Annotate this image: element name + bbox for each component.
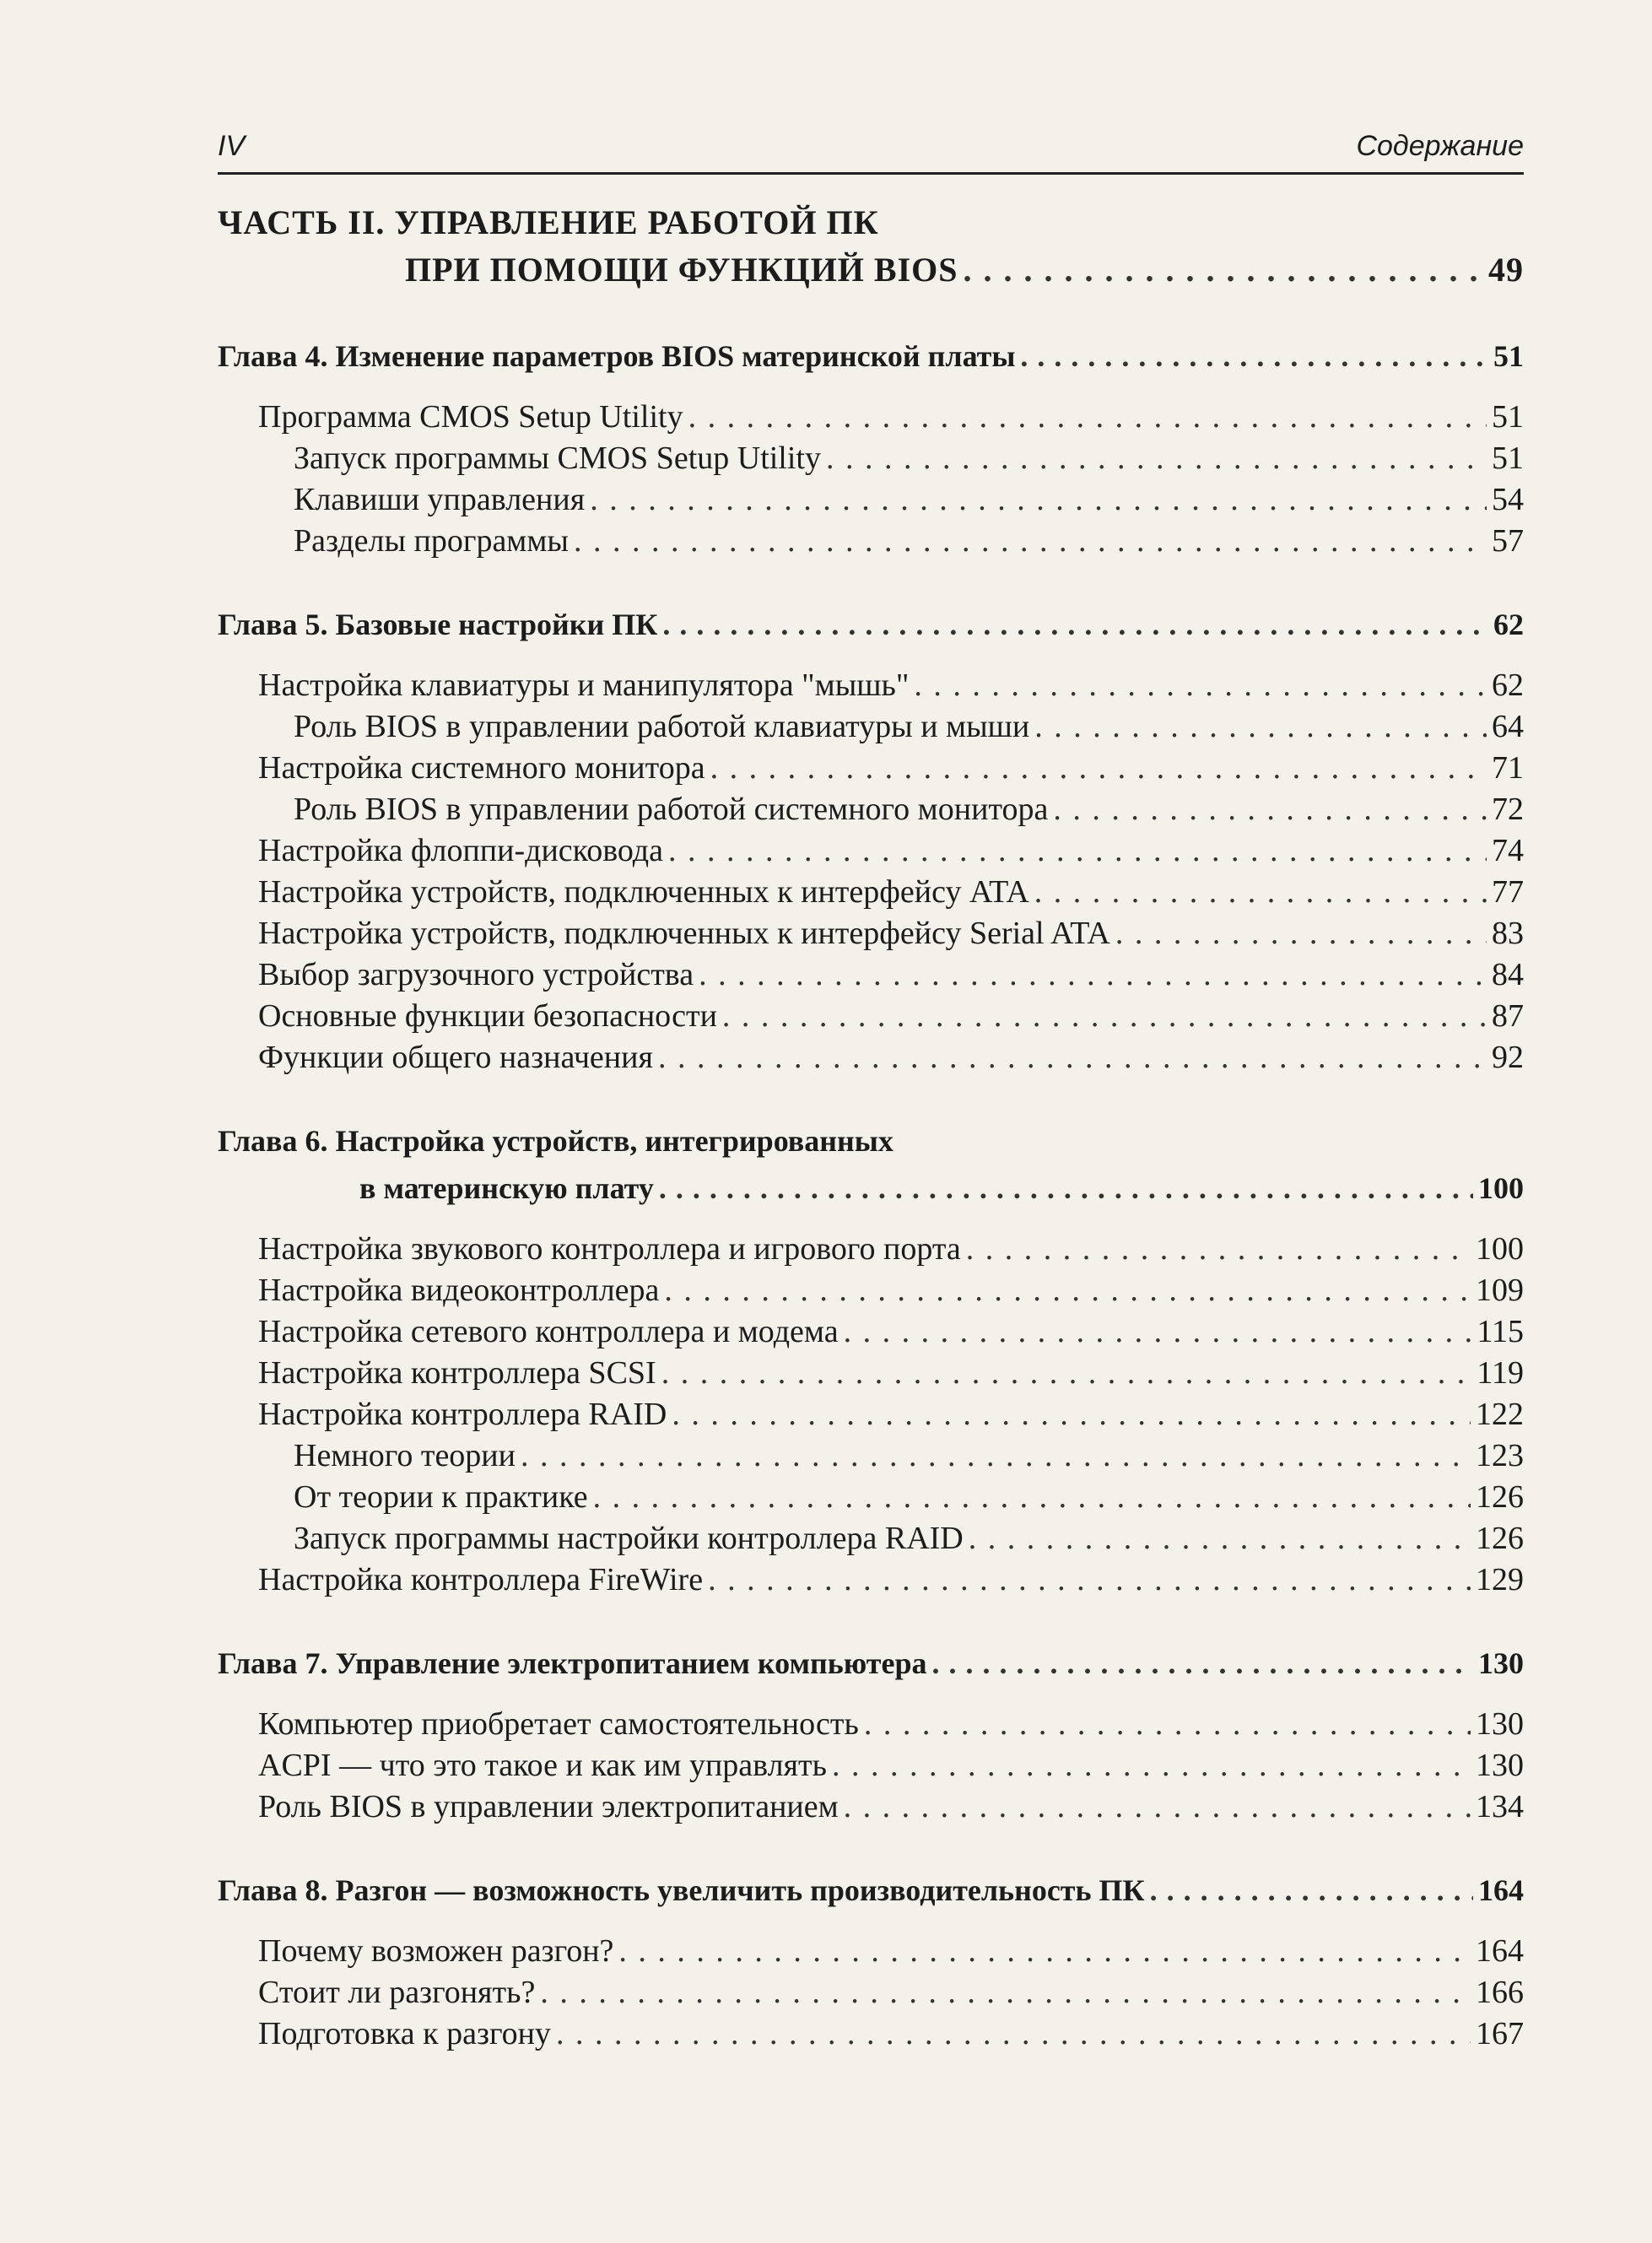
dot-leader (521, 1435, 1471, 1477)
dot-leader (710, 748, 1487, 789)
dot-leader (672, 1394, 1471, 1435)
toc-entry: Настройка клавиатуры и манипулятора "мышь" . . . 62 (218, 665, 1524, 706)
page-number: 130 (1476, 1748, 1524, 1783)
dot-leader (662, 601, 1488, 648)
toc-entry: Настройка системного монитора . . . 71 (218, 748, 1524, 789)
page-number: 57 (1492, 523, 1524, 559)
page-number: 109 (1476, 1273, 1524, 1308)
dot-leader (969, 1518, 1471, 1559)
dot-leader (844, 1311, 1472, 1353)
page-number: 164 (1476, 1933, 1524, 1969)
toc-entry: Настройка звукового контроллера и игрового порта . . . 100 (218, 1229, 1524, 1270)
toc-entry: Настройка контроллера SCSI . . . 119 (218, 1353, 1524, 1394)
page-number: 83 (1492, 916, 1524, 951)
dot-leader (574, 521, 1487, 562)
toc-subentry: Клавиши управления . . . 54 (218, 479, 1524, 521)
toc-entry: Настройка флоппи-дисковода . . . 74 (218, 830, 1524, 872)
toc-entry: Настройка устройств, подключенных к интерфейсу Serial ATA . . . 83 (218, 913, 1524, 954)
page-number: 77 (1492, 874, 1524, 910)
dot-leader (1034, 872, 1487, 913)
page-number: 54 (1492, 482, 1524, 517)
page-folio: IV (218, 130, 246, 162)
page-number: 167 (1476, 2016, 1524, 2051)
page-number: 100 (1476, 1231, 1524, 1267)
toc-entry: Программа CMOS Setup Utility . . . 51 (218, 397, 1524, 438)
running-title: Содержание (1356, 130, 1524, 162)
page-number: 62 (1493, 608, 1524, 641)
dot-leader (1053, 789, 1487, 830)
toc-subentry: Немного теории . . . 123 (218, 1435, 1524, 1477)
toc-entry: Стоит ли разгонять? . . . 166 (218, 1972, 1524, 2013)
dot-leader (864, 1704, 1471, 1745)
dot-leader (832, 1745, 1471, 1786)
table-of-contents (218, 199, 1524, 2055)
dot-leader (661, 1353, 1472, 1394)
toc-subentry: От теории к практике . . . 126 (218, 1477, 1524, 1518)
page-number: 72 (1492, 792, 1524, 827)
dot-leader (966, 1229, 1471, 1270)
dot-leader (658, 1037, 1487, 1078)
part-heading (218, 246, 1524, 294)
dot-leader (668, 830, 1487, 872)
toc-entry: Настройка видеоконтроллера . . . 109 (218, 1270, 1524, 1311)
page-number: 130 (1478, 1646, 1524, 1680)
dot-leader (1020, 332, 1488, 380)
dot-leader (1150, 1867, 1473, 1914)
toc-entry: Подготовка к разгону . . . 167 (218, 2013, 1524, 2055)
chapter-heading: Глава 5. Базовые настройки ПК . . . 62 (218, 601, 1524, 648)
toc-entry: Настройка сетевого контроллера и модема . . . 115 (218, 1311, 1524, 1353)
dot-leader (556, 2013, 1471, 2055)
page-number: 100 (1478, 1171, 1524, 1205)
dot-leader (708, 1559, 1471, 1601)
chapter-heading: в материнскую плату . . . 100 (218, 1165, 1524, 1212)
page-number: 64 (1492, 709, 1524, 744)
dot-leader (722, 996, 1487, 1037)
toc-entry: Почему возможен разгон? . . . 164 (218, 1931, 1524, 1972)
part-heading-line1: ЧАСТЬ II. УПРАВЛЕНИЕ РАБОТОЙ ПК (218, 203, 879, 241)
dot-leader (931, 1640, 1473, 1687)
dot-leader (964, 246, 1483, 294)
page-number: 74 (1492, 833, 1524, 868)
toc-entry: Основные функции безопасности . . . 87 (218, 996, 1524, 1037)
page-number: 164 (1478, 1873, 1524, 1907)
toc-entry: Настройка контроллера FireWire . . . 129 (218, 1559, 1524, 1601)
chapter-heading: Глава 8. Разгон — возможность увеличить производительность ПК . . . 164 (218, 1867, 1524, 1914)
toc-entry: Функции общего назначения . . . 92 (218, 1037, 1524, 1078)
dot-leader (664, 1270, 1471, 1311)
page-number: 166 (1476, 1975, 1524, 2010)
chapter-heading: Глава 4. Изменение параметров BIOS материнской платы . . . 51 (218, 332, 1524, 380)
page-number: 87 (1492, 998, 1524, 1034)
chapter-heading-line1: Глава 6. Настройка устройств, интегрированных (218, 1124, 893, 1158)
dot-leader (1115, 913, 1487, 954)
dot-leader (659, 1165, 1473, 1212)
page-number: 51 (1492, 399, 1524, 435)
dot-leader (618, 1931, 1471, 1972)
page-number: 115 (1477, 1314, 1524, 1349)
toc-entry: ACPI — что это такое и как им управлять . . . 130 (218, 1745, 1524, 1786)
page-number: 92 (1492, 1040, 1524, 1075)
page-number: 130 (1476, 1706, 1524, 1742)
dot-leader (699, 954, 1487, 996)
toc-subentry: Роль BIOS в управлении работой клавиатуры и мыши . . . 64 (218, 706, 1524, 748)
dot-leader (1034, 706, 1487, 748)
dot-leader (844, 1786, 1471, 1828)
page-number: 84 (1492, 957, 1524, 992)
toc-subentry: Роль BIOS в управлении работой системного монитора . . . 72 (218, 789, 1524, 830)
dot-leader (914, 665, 1487, 706)
page-number: 134 (1476, 1789, 1524, 1824)
dot-leader (590, 479, 1487, 521)
page-number: 129 (1476, 1562, 1524, 1597)
running-head (218, 125, 1524, 175)
page-number: 122 (1476, 1397, 1524, 1432)
page-number: 49 (1488, 251, 1524, 289)
dot-leader (593, 1477, 1471, 1518)
page-number: 123 (1476, 1438, 1524, 1473)
page-number: 126 (1476, 1479, 1524, 1515)
page-number: 126 (1476, 1521, 1524, 1556)
part-title-line2: ПРИ ПОМОЩИ ФУНКЦИЙ BIOS (405, 251, 958, 289)
dot-leader (826, 438, 1487, 479)
toc-entry: Компьютер приобретает самостоятельность . . . 130 (218, 1704, 1524, 1745)
dot-leader (540, 1972, 1471, 2013)
page-number: 62 (1492, 667, 1524, 703)
toc-entry: Выбор загрузочного устройства . . . 84 (218, 954, 1524, 996)
toc-subentry: Запуск программы CMOS Setup Utility . . . 51 (218, 438, 1524, 479)
page-number: 51 (1492, 440, 1524, 476)
toc-subentry: Запуск программы настройки контроллера RAID . . . 126 (218, 1518, 1524, 1559)
page-number: 119 (1477, 1355, 1524, 1391)
page-number: 51 (1493, 339, 1524, 373)
toc-entry: Настройка устройств, подключенных к интерфейсу ATA . . . 77 (218, 872, 1524, 913)
toc-entry: Настройка контроллера RAID . . . 122 (218, 1394, 1524, 1435)
page-number: 71 (1492, 750, 1524, 786)
dot-leader (688, 397, 1487, 438)
toc-entry: Роль BIOS в управлении электропитанием . . . 134 (218, 1786, 1524, 1828)
chapter-heading: Глава 7. Управление электропитанием компьютера . . . 130 (218, 1640, 1524, 1687)
toc-subentry: Разделы программы . . . 57 (218, 521, 1524, 562)
